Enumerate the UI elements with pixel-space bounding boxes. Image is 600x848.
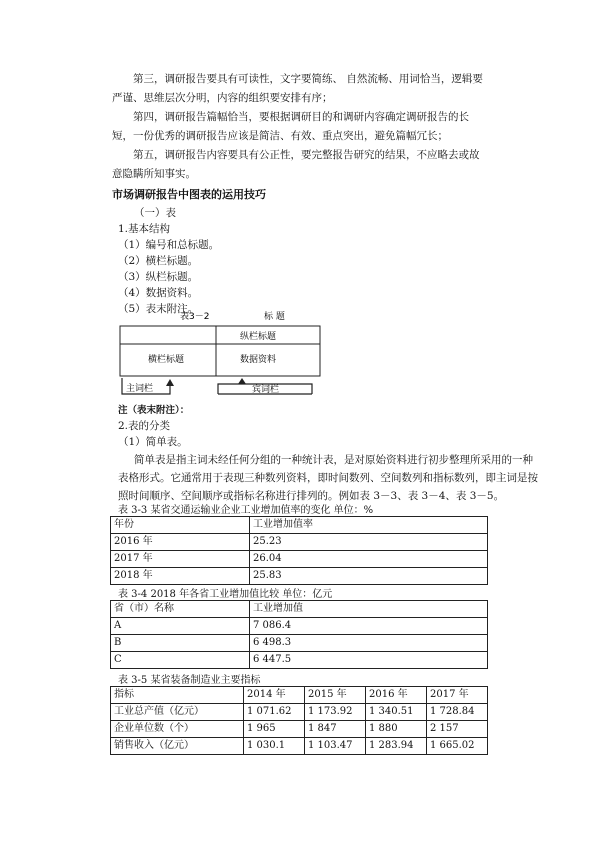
table-cell: C: [111, 652, 250, 669]
table-cell: 1 665.02: [427, 738, 488, 755]
diagram-data: 数据资料: [240, 355, 277, 365]
table33: [110, 516, 488, 585]
diagram-row-heading: 横栏标题: [148, 355, 185, 365]
table-header-row: [111, 687, 488, 704]
table-row: [111, 618, 488, 635]
classification-heading: 2.表的分类: [118, 420, 171, 432]
outline-item: （4）数据资料。: [118, 287, 199, 299]
diagram-predicate-arrow-icon: [238, 378, 246, 384]
table35-caption: 表 3-5 某省装备制造业主要指标: [118, 675, 261, 686]
table35: [110, 686, 488, 755]
table-row: [111, 738, 488, 755]
diagram-title: 标 题: [264, 312, 285, 322]
diagram-subject-label: 主词栏: [126, 384, 154, 394]
table-cell: 2018 年: [111, 568, 250, 585]
table-cell: 1 030.1: [244, 738, 305, 755]
diagram-column-heading: 纵栏标题: [240, 332, 277, 342]
table-header-cell: 2017 年: [427, 687, 488, 704]
table-row: [111, 652, 488, 669]
table-cell: A: [111, 618, 250, 635]
table-cell: 企业单位数（个）: [111, 721, 244, 738]
diagram-subject-arrow-icon: [166, 379, 174, 386]
table-header-row: [111, 601, 488, 618]
table-cell: 1 847: [305, 721, 366, 738]
table-cell: 1 728.84: [427, 704, 488, 721]
table-header-cell: 工业增加值: [250, 601, 488, 618]
table-cell: 6 498.3: [250, 635, 488, 652]
table-cell: 工业总产值（亿元）: [111, 704, 244, 721]
outline-item: （5）表末附注。: [118, 303, 199, 315]
classification-simple: （1）简单表。: [118, 436, 188, 448]
table-header-cell: 指标: [111, 687, 244, 704]
table34: [110, 600, 488, 669]
paragraph-third: 第三，调研报告要具有可读性，文字要简练、 自然流畅、用词恰当，逻辑要严谨、思维层次分明，内容的组织要安排有序；: [112, 73, 483, 104]
table-cell: 7 086.4: [250, 618, 488, 635]
paragraph-fifth: 第五，调研报告内容要具有公正性，要完整报告研究的结果，不应略去或故意隐瞒所知事实。: [112, 149, 480, 180]
outline-basic-structure: 1.基本结构: [118, 223, 171, 235]
table-row: [111, 721, 488, 738]
table-cell: 2017 年: [111, 551, 250, 568]
table-cell: 25.23: [250, 534, 488, 551]
table-cell: 1 173.92: [305, 704, 366, 721]
table-header-cell: 年份: [111, 517, 250, 534]
table-cell: 6 447.5: [250, 652, 488, 669]
table-cell: 1 340.51: [366, 704, 427, 721]
diagram-note: 注（表末附注）：: [118, 405, 190, 416]
outline-item: （3）纵栏标题。: [118, 271, 199, 283]
table-header-cell: 2016 年: [366, 687, 427, 704]
table-row: [111, 704, 488, 721]
table-cell: 26.04: [250, 551, 488, 568]
section-title: 市场调研报告中图表的运用技巧: [112, 188, 266, 201]
table-cell: 2016 年: [111, 534, 250, 551]
table33-caption: 表 3-3 某省交通运输业企业工业增加值率的变化 单位：%: [118, 505, 374, 516]
table-cell: 1 965: [244, 721, 305, 738]
table-header-cell: 工业增加值率: [250, 517, 488, 534]
table-header-cell: 2015 年: [305, 687, 366, 704]
table-row: [111, 568, 488, 585]
table-header-cell: 2014 年: [244, 687, 305, 704]
diagram-table-box: [120, 326, 320, 376]
classification-desc-line: 简单表是指主词未经任何分组的一种统计表，是对原始资料进行初步整理所采用的一种: [134, 454, 533, 466]
table-cell: 1 103.47: [305, 738, 366, 755]
table-row: [111, 635, 488, 652]
diagram-predicate-label: 宾词栏: [252, 385, 280, 395]
outline-part1: （一）表: [134, 207, 176, 219]
table-header-cell: 省（市）名称: [111, 601, 250, 618]
diagram-table-no: 表3－2: [180, 312, 210, 322]
table-row: [111, 551, 488, 568]
classification-desc-line: 表格形式。它通常用于表现三种数列资料，即时间数列、空间数列和指标数列，即主词是按: [118, 472, 538, 484]
table34-caption: 表 3-4 2018 年各省工业增加值比较 单位：亿元: [118, 589, 333, 600]
outline-item: （1）编号和总标题。: [118, 239, 220, 251]
table-cell: B: [111, 635, 250, 652]
table-header-row: [111, 517, 488, 534]
table-cell: 1 283.94: [366, 738, 427, 755]
classification-desc-line: 照时间顺序、空间顺序或指标名称进行排列的。例如表 3－3、表 3－4、表 3－5。: [118, 490, 505, 502]
table-cell: 销售收入（亿元）: [111, 738, 244, 755]
paragraph-fourth: 第四，调研报告篇幅恰当，要根据调研目的和调研内容确定调研报告的长短，一份优秀的调研报告应该是简洁、有效、重点突出，避免篇幅冗长；: [112, 111, 469, 142]
table-row: [111, 534, 488, 551]
outline-item: （2）横栏标题。: [118, 255, 199, 267]
table-cell: 2 157: [427, 721, 488, 738]
table-cell: 1 880: [366, 721, 427, 738]
table-cell: 1 071.62: [244, 704, 305, 721]
table-structure-diagram: [112, 306, 342, 410]
table-cell: 25.83: [250, 568, 488, 585]
